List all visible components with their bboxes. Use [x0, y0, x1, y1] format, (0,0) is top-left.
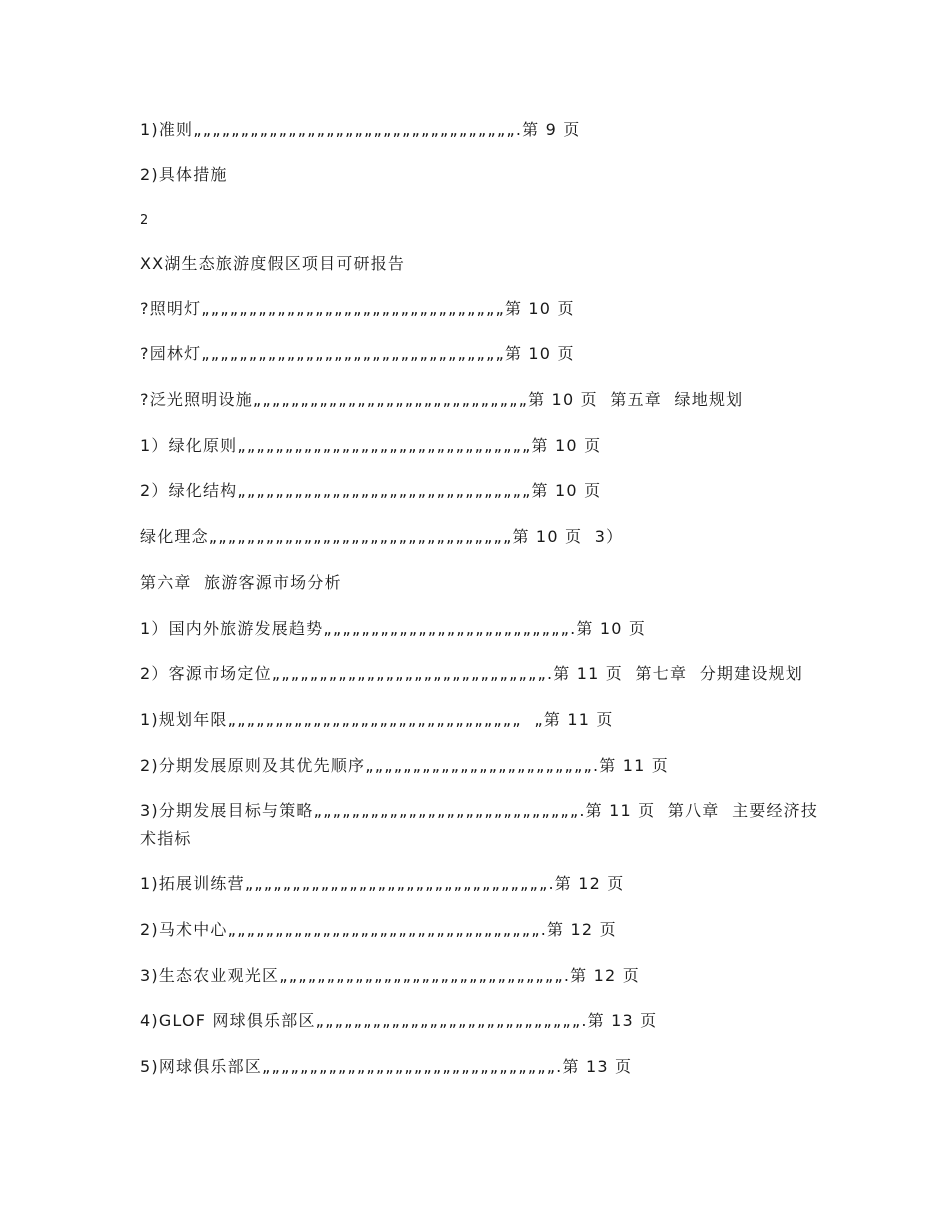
- toc-entry-tourism-trends: 1）国内外旅游发展趋势„„„„„„„„„„„„„„„„„„„„„„„„„„.第 10 页: [140, 619, 647, 638]
- toc-entry-market-positioning: 2）客源市场定位„„„„„„„„„„„„„„„„„„„„„„„„„„„„„.第 11 页 第七章 分期建设规划: [140, 664, 803, 683]
- toc-entry-garden-lights: ?园林灯„„„„„„„„„„„„„„„„„„„„„„„„„„„„„„„„第 10 页: [140, 344, 575, 363]
- toc-entry-guidelines: 1)准则„„„„„„„„„„„„„„„„„„„„„„„„„„„„„„„„„„.第 9 页: [140, 120, 581, 139]
- toc-entry-floodlighting: ?泛光照明设施„„„„„„„„„„„„„„„„„„„„„„„„„„„„„第 10 页 第五章 绿地规划: [140, 390, 744, 409]
- toc-entry-eco-agriculture: 3)生态农业观光区„„„„„„„„„„„„„„„„„„„„„„„„„„„„„„.第 12 页: [140, 966, 640, 985]
- toc-entry-glof-tennis-club: 4)GLOF 网球俱乐部区„„„„„„„„„„„„„„„„„„„„„„„„„„„„.第 13 页: [140, 1011, 658, 1030]
- running-header: XX湖生态旅游度假区项目可研报告: [140, 254, 406, 273]
- toc-entry-greening-principles: 1）绿化原则„„„„„„„„„„„„„„„„„„„„„„„„„„„„„„„第 10 页: [140, 436, 602, 455]
- toc-entry-phased-goals: 3)分期发展目标与策略„„„„„„„„„„„„„„„„„„„„„„„„„„„„.第 11 页 第八章 主要经济技术指标: [140, 801, 819, 848]
- toc-entry-equestrian-center: 2)马术中心„„„„„„„„„„„„„„„„„„„„„„„„„„„„„„„„„.第 12 页: [140, 920, 617, 939]
- toc-entry-greening-concept: 绿化理念„„„„„„„„„„„„„„„„„„„„„„„„„„„„„„„„第 10 页 3）: [140, 527, 624, 546]
- toc-entry-planning-period: 1)规划年限„„„„„„„„„„„„„„„„„„„„„„„„„„„„„„„ „第 11 页: [140, 710, 614, 729]
- toc-entry-tennis-club: 5)网球俱乐部区„„„„„„„„„„„„„„„„„„„„„„„„„„„„„„„.第 13 页: [140, 1057, 633, 1076]
- page-number: 2: [140, 213, 150, 228]
- toc-entry-greening-structure: 2）绿化结构„„„„„„„„„„„„„„„„„„„„„„„„„„„„„„„第 10 页: [140, 481, 602, 500]
- toc-entry-training-camp: 1)拓展训练营„„„„„„„„„„„„„„„„„„„„„„„„„„„„„„„„.第 12 页: [140, 874, 625, 893]
- toc-entry-lighting: ?照明灯„„„„„„„„„„„„„„„„„„„„„„„„„„„„„„„„第 10 页: [140, 299, 575, 318]
- toc-entry-phased-principles: 2)分期发展原则及其优先顺序„„„„„„„„„„„„„„„„„„„„„„„„.第 11 页: [140, 756, 669, 775]
- toc-entry-measures: 2)具体措施: [140, 165, 228, 184]
- toc-chapter-six: 第六章 旅游客源市场分析: [140, 573, 342, 592]
